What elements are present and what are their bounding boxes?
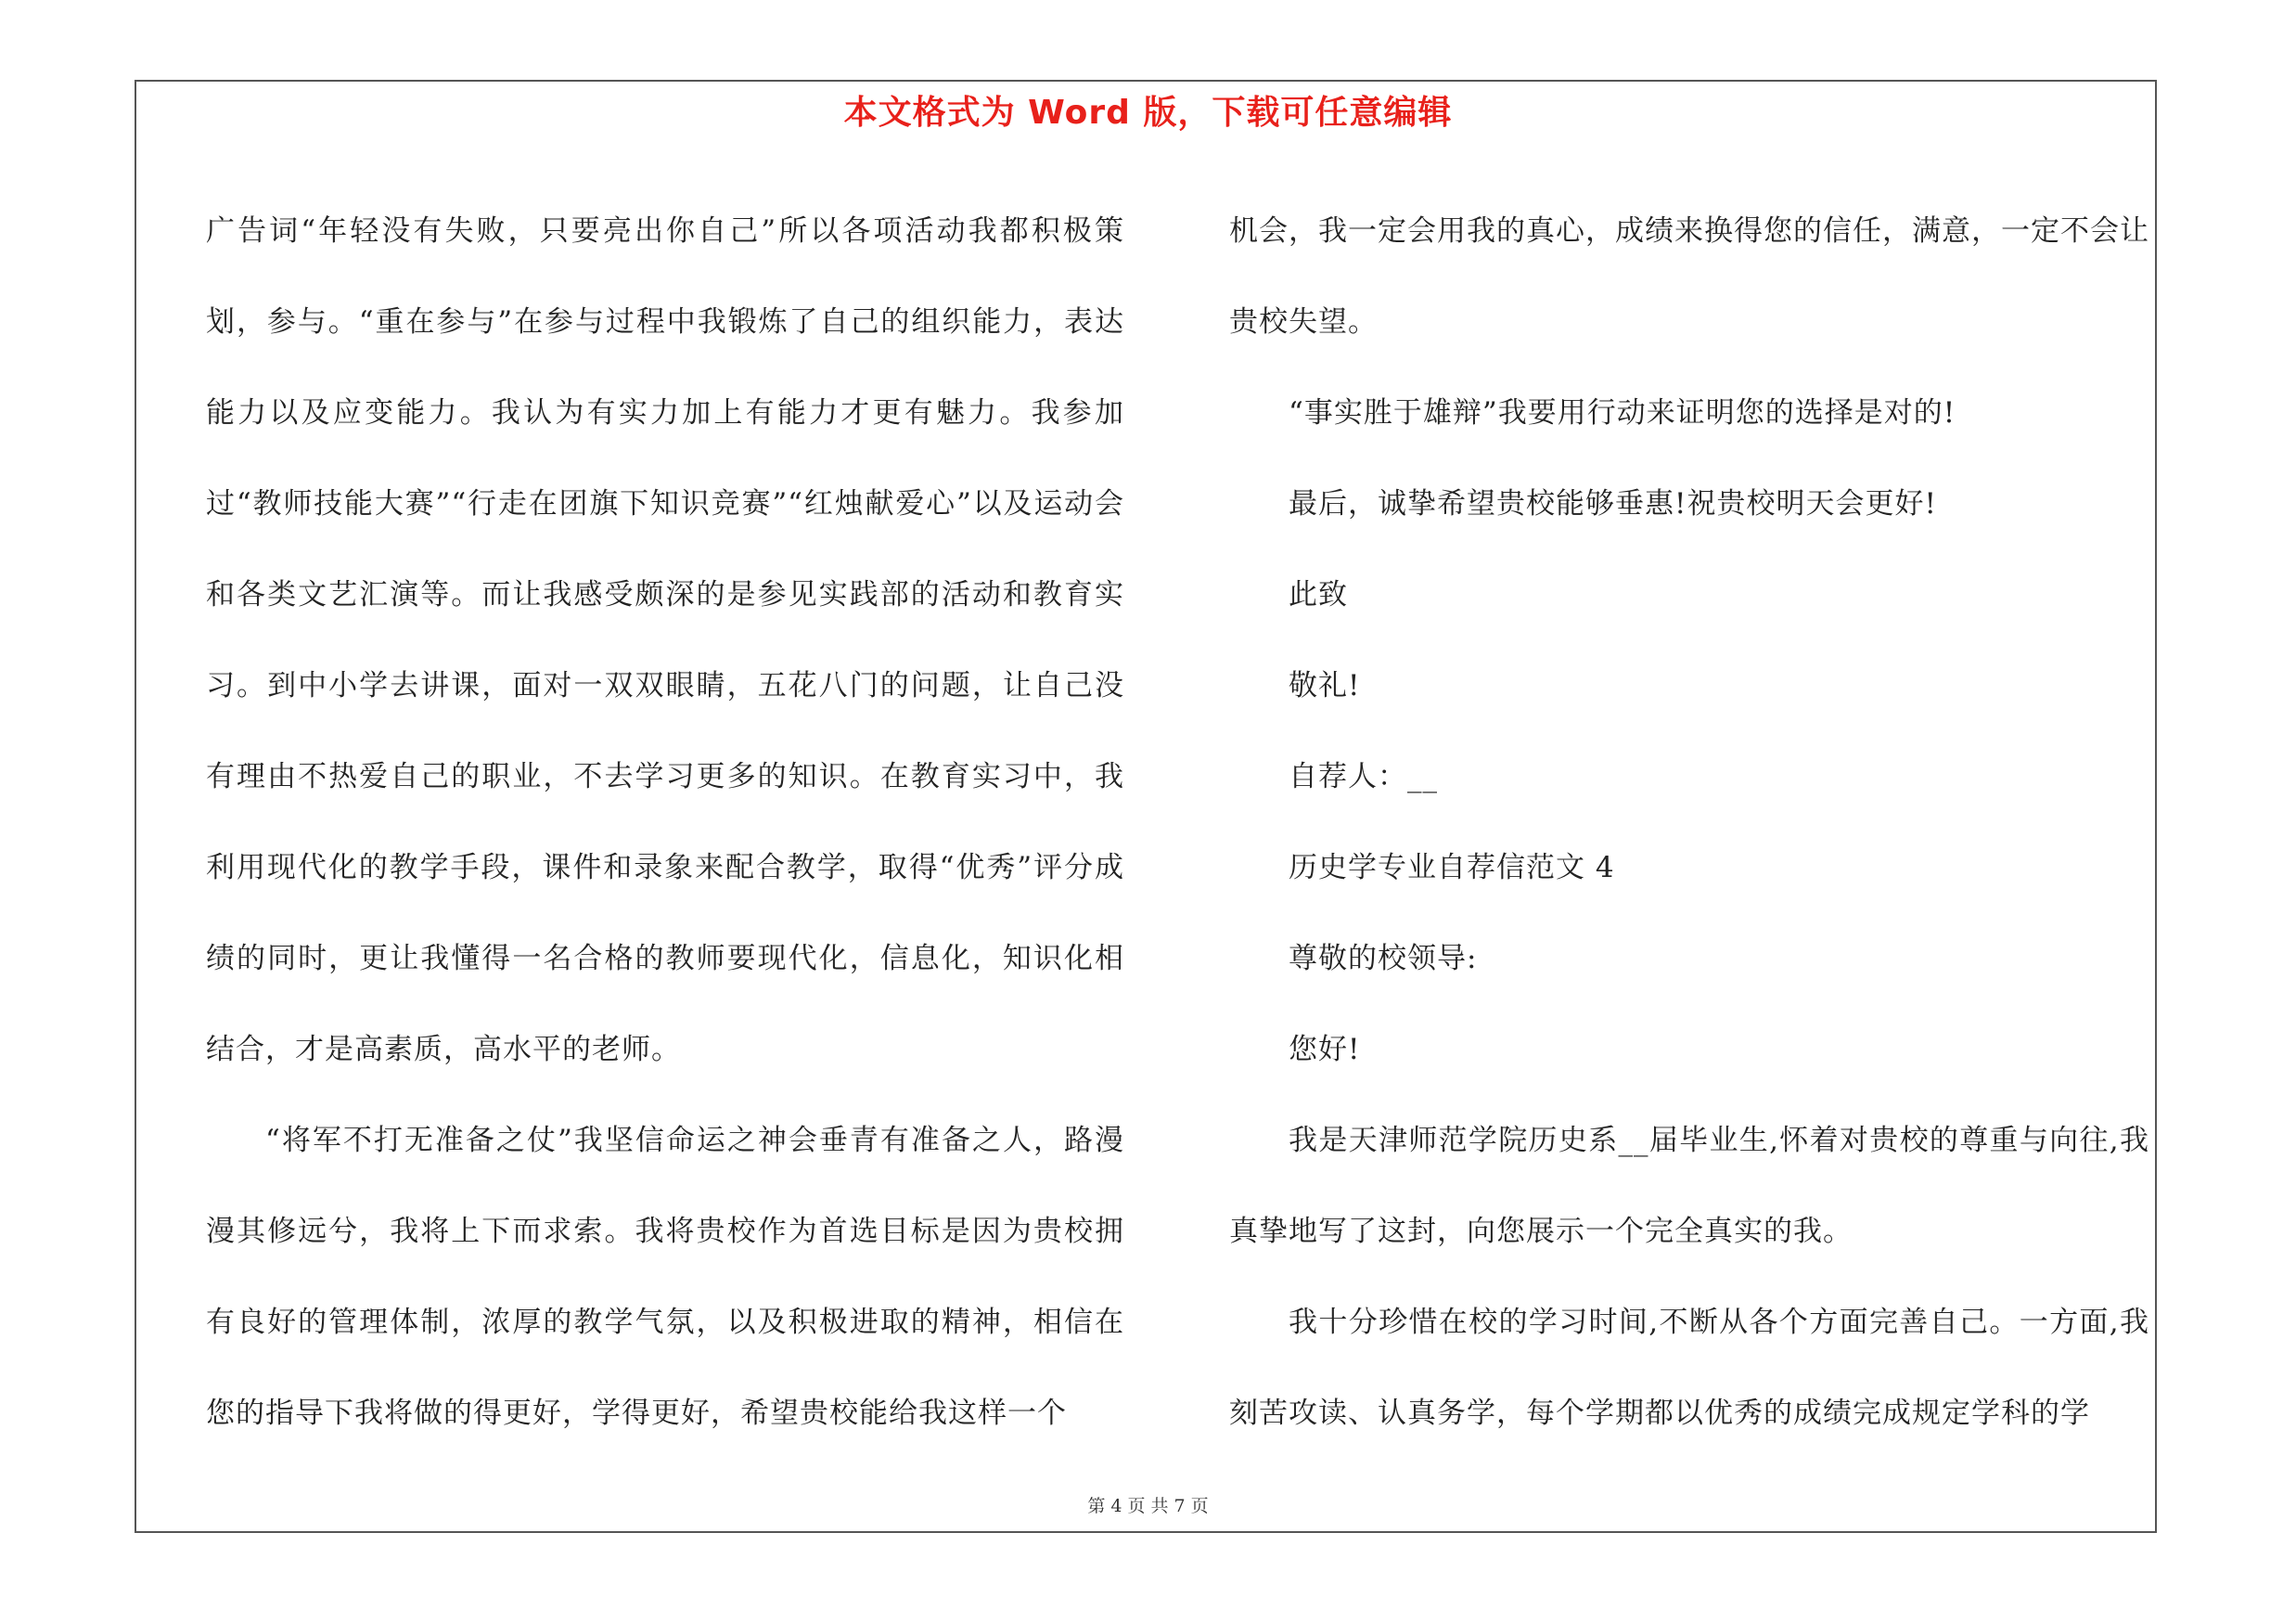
format-banner: 本文格式为 Word 版，下载可任意编辑 [843, 94, 1453, 132]
page-number-footer: 第 4 页 共 7 页 [1087, 1496, 1209, 1516]
paragraph: 最后，诚挚希望贵校能够垂惠!祝贵校明天会更好! [1289, 487, 1937, 521]
section-heading: 历史学专业自荐信范文 4 [1289, 851, 1615, 884]
salutation-closing: 此致 [1289, 578, 1348, 612]
left-column [206, 186, 1124, 1459]
letter-hello: 您好! [1289, 1033, 1361, 1066]
right-column [1229, 186, 2149, 1459]
paragraph: 我是天津师范学院历史系__届毕业生,怀着对贵校的尊重与向往,我真挚地写了这封，向您展示一个完全真实的我。 [1229, 1124, 2149, 1248]
paragraph: “将军不打无准备之仗”我坚信命运之神会垂青有准备之人，路漫漫其修远兮，我将上下而求索。我将贵校作为首选目标是因为贵校拥有良好的管理体制，浓厚的教学气氛，以及积极进取的精神，相信在您的指导下我将做的得更好，学得更好，希望贵校能给我这样一个 [206, 1124, 1124, 1430]
paragraph: 我十分珍惜在校的学习时间,不断从各个方面完善自己。一方面,我刻苦攻读、认真务学，每个学期都以优秀的成绩完成规定学科的学 [1229, 1306, 2149, 1430]
paragraph: “事实胜于雄辩”我要用行动来证明您的选择是对的! [1289, 396, 1956, 430]
paragraph: 广告词“年轻没有失败，只要亮出你自己”所以各项活动我都积极策划，参与。“重在参与”在参与过程中我锻炼了自己的组织能力，表达能力以及应变能力。我认为有实力加上有能力才更有魅力。我参加过“教师技能大赛”“行走在团旗下知识竞赛”“红烛献爱心”以及运动会和各类文艺汇演等。而让我感受颇深的是参见实践部的活动和教育实习。到中小学去讲课，面对一双双眼睛，五花八门的问题，让自己没有理由不热爱自己的职业，不去学习更多的知识。在教育实习中，我利用现代化的教学手段，课件和录象来配合教学，取得“优秀”评分成绩的同时，更让我懂得一名合格的教师要现代化，信息化，知识化相结合，才是高素质，高水平的老师。 [206, 214, 1124, 1066]
signature-line: 自荐人：__ [1289, 760, 1438, 793]
salutation-respect: 敬礼! [1289, 669, 1361, 702]
paragraph: 机会，我一定会用我的真心，成绩来换得您的信任，满意，一定不会让贵校失望。 [1229, 214, 2149, 339]
letter-greeting: 尊敬的校领导: [1289, 942, 1478, 975]
